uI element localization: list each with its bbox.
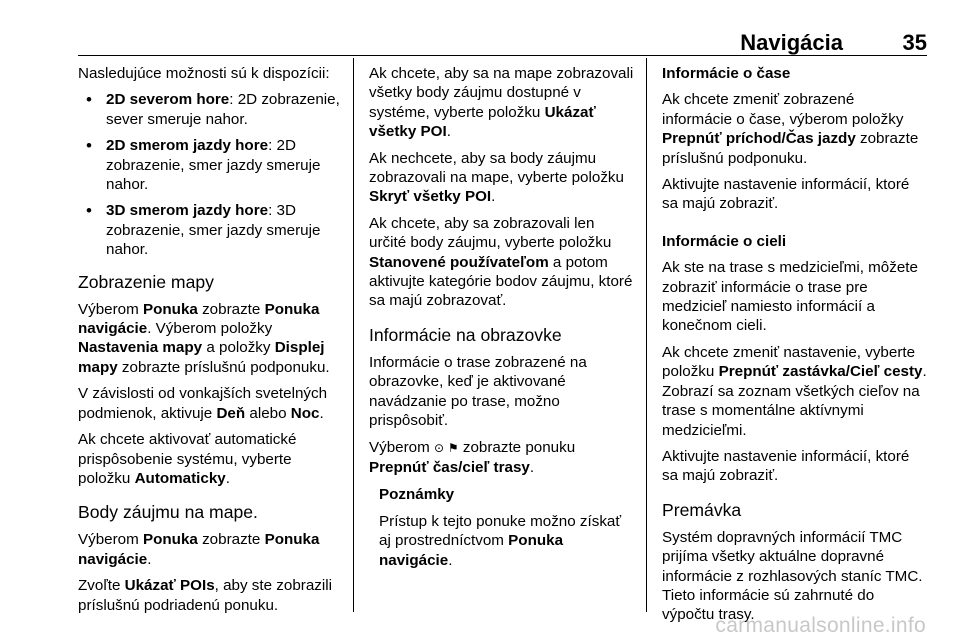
paragraph: Ak ste na trase s medzicieľmi, môžete zobraziť informácie o trase pre medzicieľ namiesto informácií a konečnom cieli. — [662, 259, 918, 335]
header-divider — [78, 55, 927, 56]
paragraph: Výberom Ponuka zobrazte Ponuka navigácie. Výberom položky Nastavenia mapy a položky Displej mapy zobrazte príslušnú podponuku. — [78, 300, 330, 376]
paragraph: Informácie o trase zobrazené na obrazovke, keď je aktivované navádzanie po trase, možno prispôsobiť. — [369, 353, 587, 430]
paragraph: V závislosti od vonkajších svetelných podmienok, aktivuje Deň alebo Noc. — [78, 385, 328, 422]
column-3 — [662, 64, 928, 632]
list-item — [78, 90, 346, 129]
option-term: 2D severom hore — [106, 91, 230, 109]
page-header — [78, 30, 927, 54]
section-heading-traffic: Premávka — [662, 499, 742, 520]
option-desc: : 2D zobrazenie, sever smeruje nahor. — [106, 91, 340, 128]
page-number: 35 — [902, 30, 927, 55]
options-intro: Nasledujúce možnosti sú k dispozícii: — [78, 65, 330, 82]
watermark-text: carmanualsonline.info — [715, 614, 926, 637]
paragraph: Aktivujte nastavenie informácií, ktoré sa majú zobraziť. — [662, 176, 910, 213]
map-orientation-list — [78, 90, 346, 259]
paragraph: Výberom ⊙ ⚑ zobrazte ponuku Prepnúť čas/cieľ trasy. — [369, 438, 576, 476]
note-title: Poznámky — [379, 486, 455, 504]
option-desc: : 2D zobrazenie, smer jazdy smeruje nahor. — [106, 137, 321, 194]
section-heading-map-display: Zobrazenie mapy — [78, 271, 214, 292]
option-term: 2D smerom jazdy hore — [106, 137, 269, 155]
paragraph: Ak chcete, aby sa zobrazovali len určité body záujmu, vyberte položku Stanovené používateľom a potom aktivujte kategórie bodov záujmu, ktoré sa majú zobrazovať. — [369, 214, 633, 310]
paragraph: Výberom Ponuka zobrazte Ponuka navigácie. — [78, 531, 320, 568]
paragraph: Systém dopravných informácií TMC prijíma všetky aktuálne dopravné informácie z rozhlasových staníc TMC. Tieto informácie sú zahrnuté do výpočtu trasy. — [662, 528, 923, 624]
list-item — [78, 201, 346, 259]
note-box — [369, 485, 634, 570]
column-divider-2 — [646, 58, 647, 612]
subheading-destination-info: Informácie o cieli — [662, 232, 787, 250]
paragraph: Ak chcete, aby sa na mape zobrazovali všetky body záujmu dostupné v systéme, vyberte položku Ukázať všetky POI. — [369, 65, 634, 141]
paragraph: Ak chcete zmeniť nastavenie, vyberte položku Prepnúť zastávka/Cieľ cesty. Zobrazí sa zoznam všetkých cieľov na trase s momentálne aktívnymi medzicieľmi. — [662, 343, 927, 439]
paragraph: Ak nechcete, aby sa body záujmu zobrazovali na mape, vyberte položku Skryť všetky POI. — [369, 149, 624, 206]
column-1 — [78, 64, 346, 622]
paragraph: Zvoľte Ukázať POIs, aby ste zobrazili príslušnú podriadenú ponuku. — [78, 577, 332, 614]
route-info-icon: ⊙ ⚑ — [434, 440, 459, 455]
section-heading-poi: Body záujmu na mape. — [78, 502, 258, 523]
section-heading-screen-info: Informácie na obrazovke — [369, 324, 562, 345]
paragraph: Ak chcete aktivovať automatické prispôsobenie systému, vyberte položku Automaticky. — [78, 431, 297, 487]
option-desc: : 3D zobrazenie, smer jazdy smeruje nahor. — [106, 202, 321, 259]
note-text: Prístup k tejto ponuke možno získať aj prostredníctvom Ponuka navigácie. — [379, 512, 622, 569]
list-item — [78, 136, 346, 194]
paragraph: Ak chcete zmeniť zobrazené informácie o čase, výberom položky Prepnúť príchod/Čas jazdy zobrazte príslušnú podponuku. — [662, 91, 919, 167]
column-2 — [369, 64, 634, 577]
column-divider-1 — [353, 58, 354, 612]
subheading-time-info: Informácie o čase — [662, 65, 791, 82]
paragraph: Aktivujte nastavenie informácií, ktoré sa majú zobraziť. — [662, 447, 910, 485]
page-title: Navigácia — [740, 30, 843, 55]
option-term: 3D smerom jazdy hore — [106, 202, 269, 220]
